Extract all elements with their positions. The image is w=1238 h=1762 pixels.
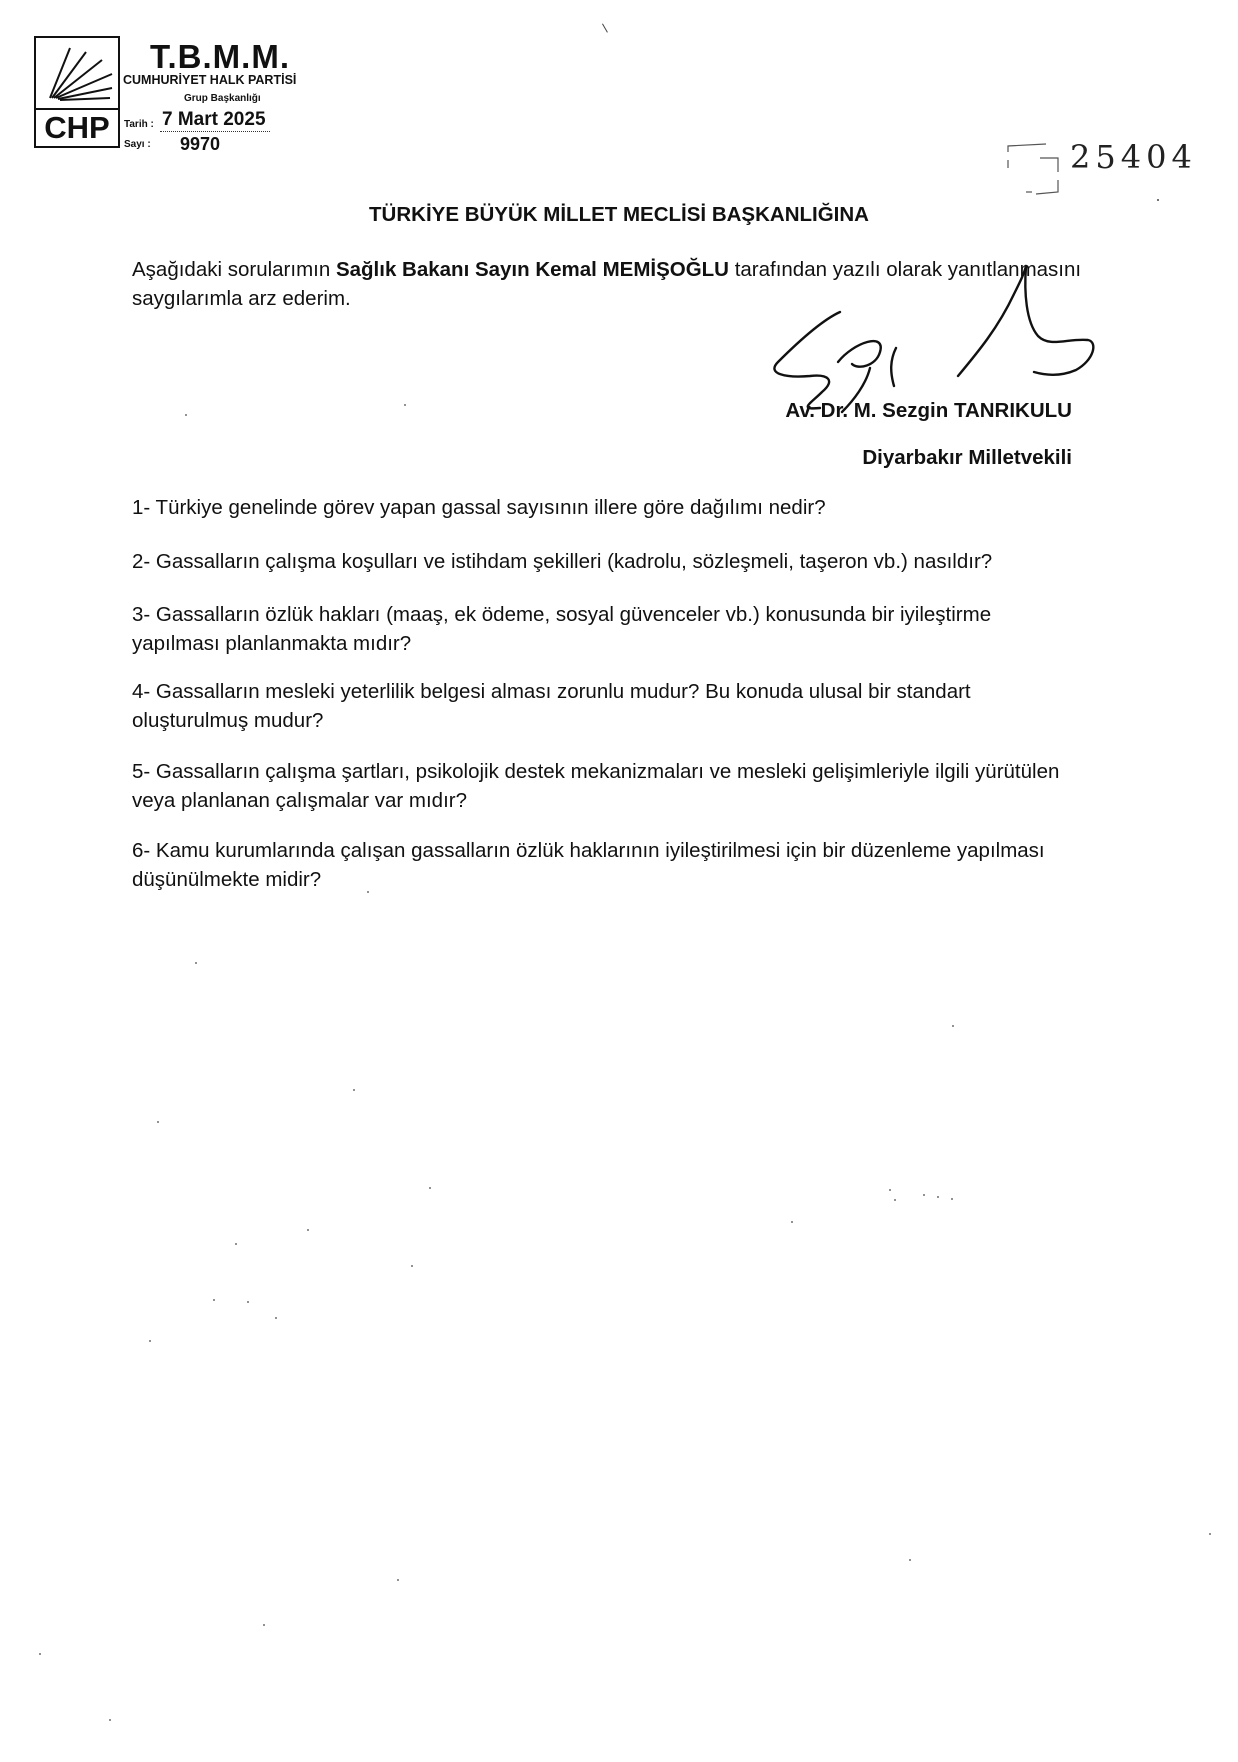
document-heading xyxy=(0,203,1238,227)
intro-text-before: Aşağıdaki sorularımın xyxy=(132,258,336,281)
date-label: Tarih : xyxy=(124,119,154,130)
registry-stamp-frame xyxy=(1006,142,1068,196)
signer-name: Av. Dr. M. Sezgin TANRIKULU xyxy=(785,399,1072,422)
intro-text-after: tarafından yazılı olarak yanıtlanmasını saygılarımla arz ederim. xyxy=(132,258,1082,310)
registry-number: 25404 xyxy=(1070,138,1197,176)
number-label: Sayı : xyxy=(124,139,151,150)
parliament-abbreviation: T.B.M.M. xyxy=(150,38,290,75)
party-acronym: CHP xyxy=(44,110,110,145)
group-office: Grup Başkanlığı xyxy=(184,93,261,104)
date-value: 7 Mart 2025 xyxy=(160,109,270,132)
question-4: 4- Gassalların mesleki yeterlilik belgesi alması zorunlu mudur? Bu konuda ulusal bir standart oluşturulmuş mudur? xyxy=(132,680,971,732)
question-6: 6- Kamu kurumlarında çalışan gassalların özlük haklarının iyileştirilmesi için bir düzenleme yapılması düşünülmekte midir? xyxy=(132,839,1045,891)
question-5: 5- Gassalların çalışma şartları, psikolojik destek mekanizmaları ve mesleki gelişimleriyle ilgili yürütülen veya planlanan çalışmalar var mıdır? xyxy=(132,760,1060,812)
question-3: 3- Gassalların özlük hakları (maaş, ek ödeme, sosyal güvenceler vb.) konusunda bir iyileştirme yapılması planlanmakta mıdır? xyxy=(132,603,992,655)
handwritten-signature xyxy=(758,252,1118,422)
number-value: 9970 xyxy=(180,134,221,154)
question-1: 1- Türkiye genelinde görev yapan gassal sayısının illere göre dağılımı nedir? xyxy=(132,496,826,519)
intro-addressee: Sağlık Bakanı Sayın Kemal MEMİŞOĞLU xyxy=(335,258,729,281)
party-logo-icon xyxy=(40,42,116,104)
chp-logo-box xyxy=(34,36,120,148)
signer-title: Diyarbakır Milletvekili xyxy=(862,446,1072,469)
question-2: 2- Gassalların çalışma koşulları ve istihdam şekilleri (kadrolu, sözleşmeli, taşeron vb.) nasıldır? xyxy=(132,550,993,573)
heading-text: TÜRKİYE BÜYÜK MİLLET MECLİSİ BAŞKANLIĞINA xyxy=(369,203,869,226)
party-name: CUMHURİYET HALK PARTİSİ xyxy=(123,73,297,87)
